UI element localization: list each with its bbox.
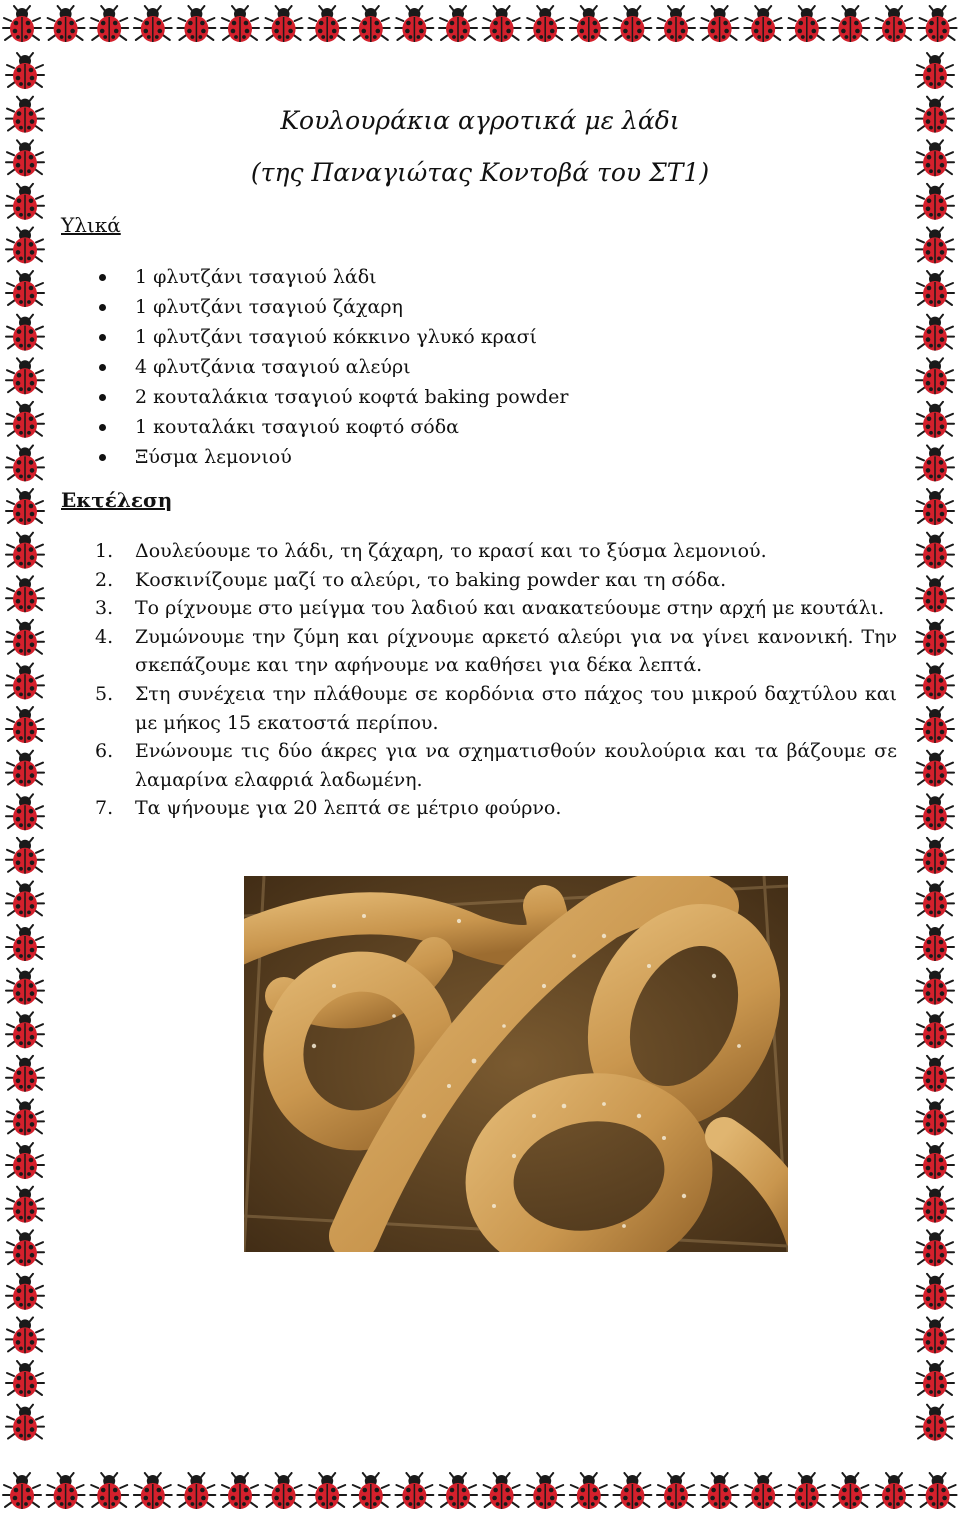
ladybug-icon xyxy=(916,1361,954,1397)
ladybug-icon xyxy=(701,6,739,42)
ingredient-item: 4 φλυτζάνια τσαγιού αλεύρι xyxy=(135,352,568,382)
ladybug-icon xyxy=(6,1361,44,1397)
ladybug-icon xyxy=(875,6,913,42)
ladybug-icon xyxy=(6,576,44,612)
step-text: Κοσκινίζουμε μαζί το αλεύρι, το baking powder και τη σόδα. xyxy=(135,568,727,591)
ladybug-icon xyxy=(352,6,390,42)
ladybug-icon xyxy=(6,533,44,569)
ingredients-list xyxy=(135,262,568,472)
ladybug-icon xyxy=(875,1473,913,1509)
ladybug-icon xyxy=(916,53,954,89)
ladybug-icon xyxy=(701,1473,739,1509)
step-item xyxy=(95,680,897,737)
ladybug-icon xyxy=(6,140,44,176)
ladybug-icon xyxy=(788,6,826,42)
ladybug-icon xyxy=(919,6,957,42)
ladybug-icon xyxy=(3,6,41,42)
ladybug-icon xyxy=(916,533,954,569)
ladybug-icon xyxy=(483,1473,521,1509)
step-text: Το ρίχνουμε στο μείγμα του λαδιού και ανακατεύουμε στην αρχή με κουτάλι. xyxy=(135,597,885,620)
ladybug-icon xyxy=(3,1473,41,1509)
step-text: Ενώνουμε τις δύο άκρες για να σχηματισθούν κουλούρια και τα βάζουμε σε λαμαρίνα ελαφριά λαδωμένη. xyxy=(135,740,897,791)
ladybug-icon xyxy=(6,1274,44,1310)
ladybug-icon xyxy=(916,1405,954,1441)
ladybug-icon xyxy=(47,6,85,42)
ladybug-icon xyxy=(916,358,954,394)
ladybug-icon xyxy=(744,6,782,42)
ladybug-icon xyxy=(744,1473,782,1509)
ladybug-icon xyxy=(613,1473,651,1509)
ladybug-icon xyxy=(6,925,44,961)
ladybug-icon xyxy=(6,184,44,220)
ladybug-icon xyxy=(916,620,954,656)
ladybug-icon xyxy=(916,1274,954,1310)
recipe-author-line: (της Παναγιώτας Κοντοβά του ΣΤ1) xyxy=(250,158,710,187)
ladybug-icon xyxy=(134,1473,172,1509)
ladybug-icon xyxy=(919,1473,957,1509)
ladybug-icon xyxy=(6,1099,44,1135)
ladybug-icon xyxy=(831,1473,869,1509)
step-text: Δουλεύουμε το λάδι, τη ζάχαρη, το κρασί και το ξύσμα λεμονιού. xyxy=(135,540,767,562)
ladybug-icon xyxy=(352,1473,390,1509)
ladybug-icon xyxy=(6,227,44,263)
ladybug-icon xyxy=(916,445,954,481)
step-number: 3. xyxy=(95,597,114,620)
ladybug-icon xyxy=(395,6,433,42)
ladybug-icon xyxy=(570,1473,608,1509)
cookie-basket-illustration xyxy=(244,876,788,1252)
ladybug-icon xyxy=(916,663,954,699)
ladybug-icon xyxy=(916,1143,954,1179)
ladybug-icon xyxy=(916,1099,954,1135)
ladybug-icon xyxy=(177,1473,215,1509)
ladybug-icon xyxy=(6,358,44,394)
method-steps xyxy=(95,537,897,823)
ingredient-item: Ξύσμα λεμονιού xyxy=(135,442,568,472)
ladybug-icon xyxy=(6,794,44,830)
ladybug-icon xyxy=(47,1473,85,1509)
ladybug-icon xyxy=(6,663,44,699)
ladybug-icon xyxy=(916,925,954,961)
ladybug-icon xyxy=(6,881,44,917)
ladybug-icon xyxy=(916,227,954,263)
ladybug-icon xyxy=(657,1473,695,1509)
step-item xyxy=(95,537,897,566)
ladybug-icon xyxy=(395,1473,433,1509)
ladybug-icon xyxy=(916,140,954,176)
ladybug-icon xyxy=(6,1012,44,1048)
ladybug-icon xyxy=(6,620,44,656)
ladybug-icon xyxy=(6,97,44,133)
step-item xyxy=(95,737,897,794)
step-text: Ζυμώνουμε την ζύμη και ρίχνουμε αρκετό αλεύρι για να γίνει κανονική. Την σκεπάζουμε και την αφήνουμε να καθήσει για δέκα λεπτά. xyxy=(135,625,897,677)
ladybug-icon xyxy=(6,707,44,743)
step-item xyxy=(95,623,897,680)
ingredient-item: 1 φλυτζάνι τσαγιού κόκκινο γλυκό κρασί xyxy=(135,322,568,352)
ladybug-icon xyxy=(916,97,954,133)
ladybug-icon xyxy=(916,1056,954,1092)
ladybug-border-left xyxy=(0,50,50,1467)
ingredient-item: 1 κουταλάκι τσαγιού κοφτό σόδα xyxy=(135,412,568,442)
step-item xyxy=(95,566,897,595)
method-heading: Εκτέλεση xyxy=(61,488,173,512)
step-number: 1. xyxy=(95,540,114,562)
ladybug-icon xyxy=(134,6,172,42)
step-number: 5. xyxy=(95,682,114,705)
ladybug-icon xyxy=(90,6,128,42)
ladybug-icon xyxy=(6,489,44,525)
ingredients-heading: Υλικά xyxy=(61,213,121,237)
ingredient-item: 1 φλυτζάνι τσαγιού ζάχαρη xyxy=(135,292,568,322)
ladybug-icon xyxy=(916,271,954,307)
ladybug-icon xyxy=(916,576,954,612)
ladybug-icon xyxy=(916,707,954,743)
ladybug-icon xyxy=(916,1317,954,1353)
ladybug-icon xyxy=(6,53,44,89)
ladybug-icon xyxy=(6,1230,44,1266)
ladybug-icon xyxy=(916,751,954,787)
step-text: Τα ψήνουμε για 20 λεπτά σε μέτριο φούρνο. xyxy=(135,797,562,820)
ladybug-border-bottom xyxy=(0,1467,960,1517)
ladybug-icon xyxy=(6,838,44,874)
ladybug-border-right xyxy=(910,50,960,1467)
ladybug-icon xyxy=(6,969,44,1005)
ladybug-icon xyxy=(308,1473,346,1509)
ladybug-icon xyxy=(916,184,954,220)
ladybug-icon xyxy=(657,6,695,42)
ladybug-icon xyxy=(916,969,954,1005)
ladybug-icon xyxy=(308,6,346,42)
ladybug-border-top xyxy=(0,0,960,50)
ladybug-icon xyxy=(221,1473,259,1509)
step-number: 2. xyxy=(95,568,114,591)
step-number: 7. xyxy=(95,797,114,820)
ladybug-icon xyxy=(265,6,303,42)
ladybug-icon xyxy=(916,881,954,917)
ladybug-icon xyxy=(916,1230,954,1266)
ladybug-icon xyxy=(916,1187,954,1223)
recipe-title: Κουλουράκια αγροτικά με λάδι xyxy=(280,106,680,135)
ladybug-icon xyxy=(439,6,477,42)
ladybug-icon xyxy=(439,1473,477,1509)
ladybug-icon xyxy=(6,1317,44,1353)
ladybug-icon xyxy=(265,1473,303,1509)
ladybug-icon xyxy=(6,1187,44,1223)
ladybug-icon xyxy=(6,1405,44,1441)
ladybug-icon xyxy=(6,1056,44,1092)
ladybug-icon xyxy=(916,402,954,438)
ladybug-icon xyxy=(6,402,44,438)
ladybug-icon xyxy=(221,6,259,42)
ingredient-item: 1 φλυτζάνι τσαγιού λάδι xyxy=(135,262,568,292)
step-item xyxy=(95,794,897,823)
ladybug-icon xyxy=(6,1143,44,1179)
ladybug-icon xyxy=(526,1473,564,1509)
ladybug-icon xyxy=(177,6,215,42)
ladybug-icon xyxy=(6,751,44,787)
ladybug-icon xyxy=(916,838,954,874)
step-text: Στη συνέχεια την πλάθουμε σε κορδόνια στο πάχος του μικρού δαχτύλου και με μήκος 15 εκατοστά περίπου. xyxy=(135,682,897,734)
ladybug-icon xyxy=(6,445,44,481)
koulourakia-cookies-photo xyxy=(244,876,788,1252)
ladybug-icon xyxy=(916,1012,954,1048)
step-item xyxy=(95,594,897,623)
ladybug-icon xyxy=(526,6,564,42)
ladybug-icon xyxy=(570,6,608,42)
ladybug-icon xyxy=(788,1473,826,1509)
ladybug-icon xyxy=(916,489,954,525)
step-number: 4. xyxy=(95,625,114,648)
ladybug-icon xyxy=(916,794,954,830)
ladybug-icon xyxy=(483,6,521,42)
ladybug-icon xyxy=(831,6,869,42)
ladybug-icon xyxy=(916,315,954,351)
ingredient-item: 2 κουταλάκια τσαγιού κοφτά baking powder xyxy=(135,382,568,412)
ladybug-icon xyxy=(613,6,651,42)
step-number: 6. xyxy=(95,740,114,763)
ladybug-icon xyxy=(90,1473,128,1509)
ladybug-icon xyxy=(6,271,44,307)
ladybug-icon xyxy=(6,315,44,351)
